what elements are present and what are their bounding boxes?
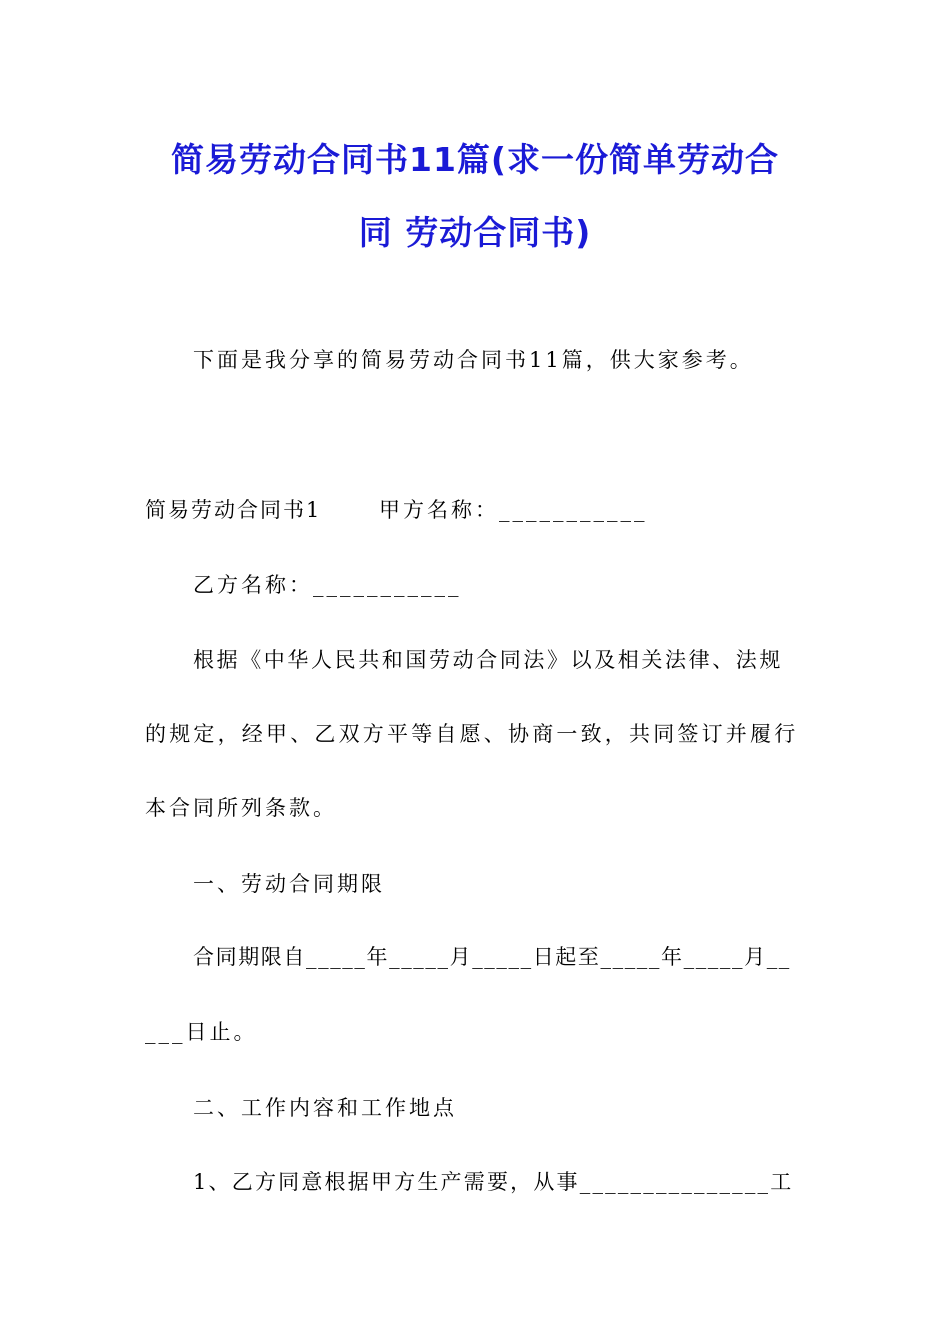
paragraph-line: 根据《中华人民共和国劳动合同法》以及相关法律、法规 xyxy=(193,648,783,672)
clause-line: ___日止。 xyxy=(145,1020,258,1044)
document-title-line-2: 同 劳动合同书) xyxy=(358,213,592,252)
clause-line: 1、乙方同意根据甲方生产需要，从事_______________工 xyxy=(193,1170,794,1194)
paragraph-line: 的规定，经甲、乙双方平等自愿、协商一致，共同签订并履行 xyxy=(145,722,799,746)
section-heading: 简易劳动合同书1 xyxy=(145,498,322,522)
clause-line: 合同期限自_____年_____月_____日起至_____年_____月__ xyxy=(193,945,791,969)
clause-heading: 二、工作内容和工作地点 xyxy=(193,1096,457,1120)
document-title-line-1: 简易劳动合同书11篇(求一份简单劳动合 xyxy=(170,140,779,179)
clause-heading: 一、劳动合同期限 xyxy=(193,872,385,896)
party-a-field: 甲方名称：___________ xyxy=(379,498,648,522)
intro-paragraph: 下面是我分享的简易劳动合同书11篇，供大家参考。 xyxy=(193,348,754,372)
paragraph-line: 本合同所列条款。 xyxy=(145,796,337,820)
party-b-field: 乙方名称：___________ xyxy=(193,573,462,597)
